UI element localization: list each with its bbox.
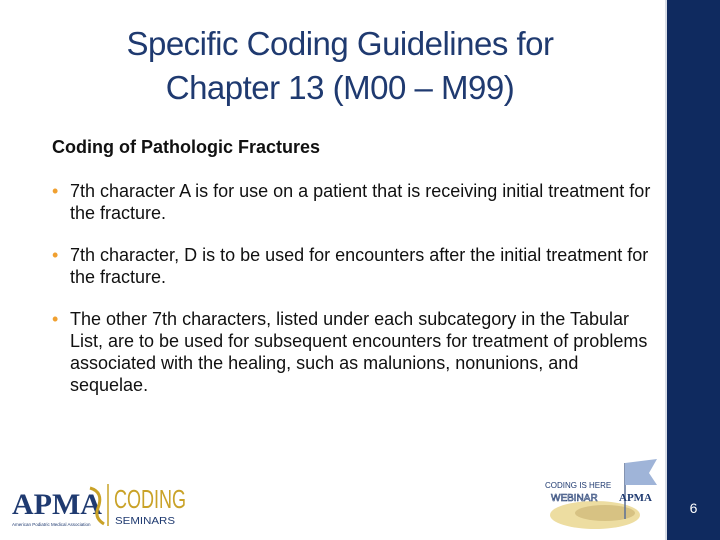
subheading: Coding of Pathologic Fractures (52, 137, 321, 157)
apma-tagline: American Podiatric Medical Association (12, 522, 91, 527)
bullet-icon: • (52, 309, 59, 329)
bullet-item (52, 244, 652, 288)
webinar-top-text: CODING IS HERE (545, 481, 612, 490)
slide-title (40, 22, 640, 110)
seminars-logo-text: SEMINARS (115, 516, 176, 527)
page-number: 6 (689, 500, 698, 516)
bullet-icon: • (52, 245, 59, 265)
title-line-1: Specific Coding Guidelines for (126, 25, 554, 62)
right-sidebar (667, 0, 720, 540)
bullet-text: 7th character, D is to be used for encounters after the initial treatment for the fracture. (70, 245, 649, 287)
coding-logo-text: CODING (114, 484, 186, 514)
title-line-2: Chapter 13 (M00 – M99) (165, 69, 515, 106)
apma-coding-seminars-logo (10, 478, 190, 530)
bullet-item (52, 180, 652, 224)
webinar-text: WEBINAR (551, 493, 598, 504)
webinar-logo (545, 455, 663, 533)
apma-logo-text: APMA (12, 488, 102, 521)
webinar-apma-text: APMA (619, 492, 652, 504)
bullet-text: The other 7th characters, listed under each subcategory in the Tabular List, are to be used for subsequent encounters for treatment of problems associated with the healing, such as malunions, nonunions, and sequelae. (70, 309, 648, 395)
bullet-icon: • (52, 181, 59, 201)
bullet-list (52, 180, 652, 416)
bullet-item (52, 308, 652, 396)
flag-icon (625, 459, 657, 485)
bullet-text: 7th character A is for use on a patient that is receiving initial treatment for the fracture. (70, 181, 651, 223)
